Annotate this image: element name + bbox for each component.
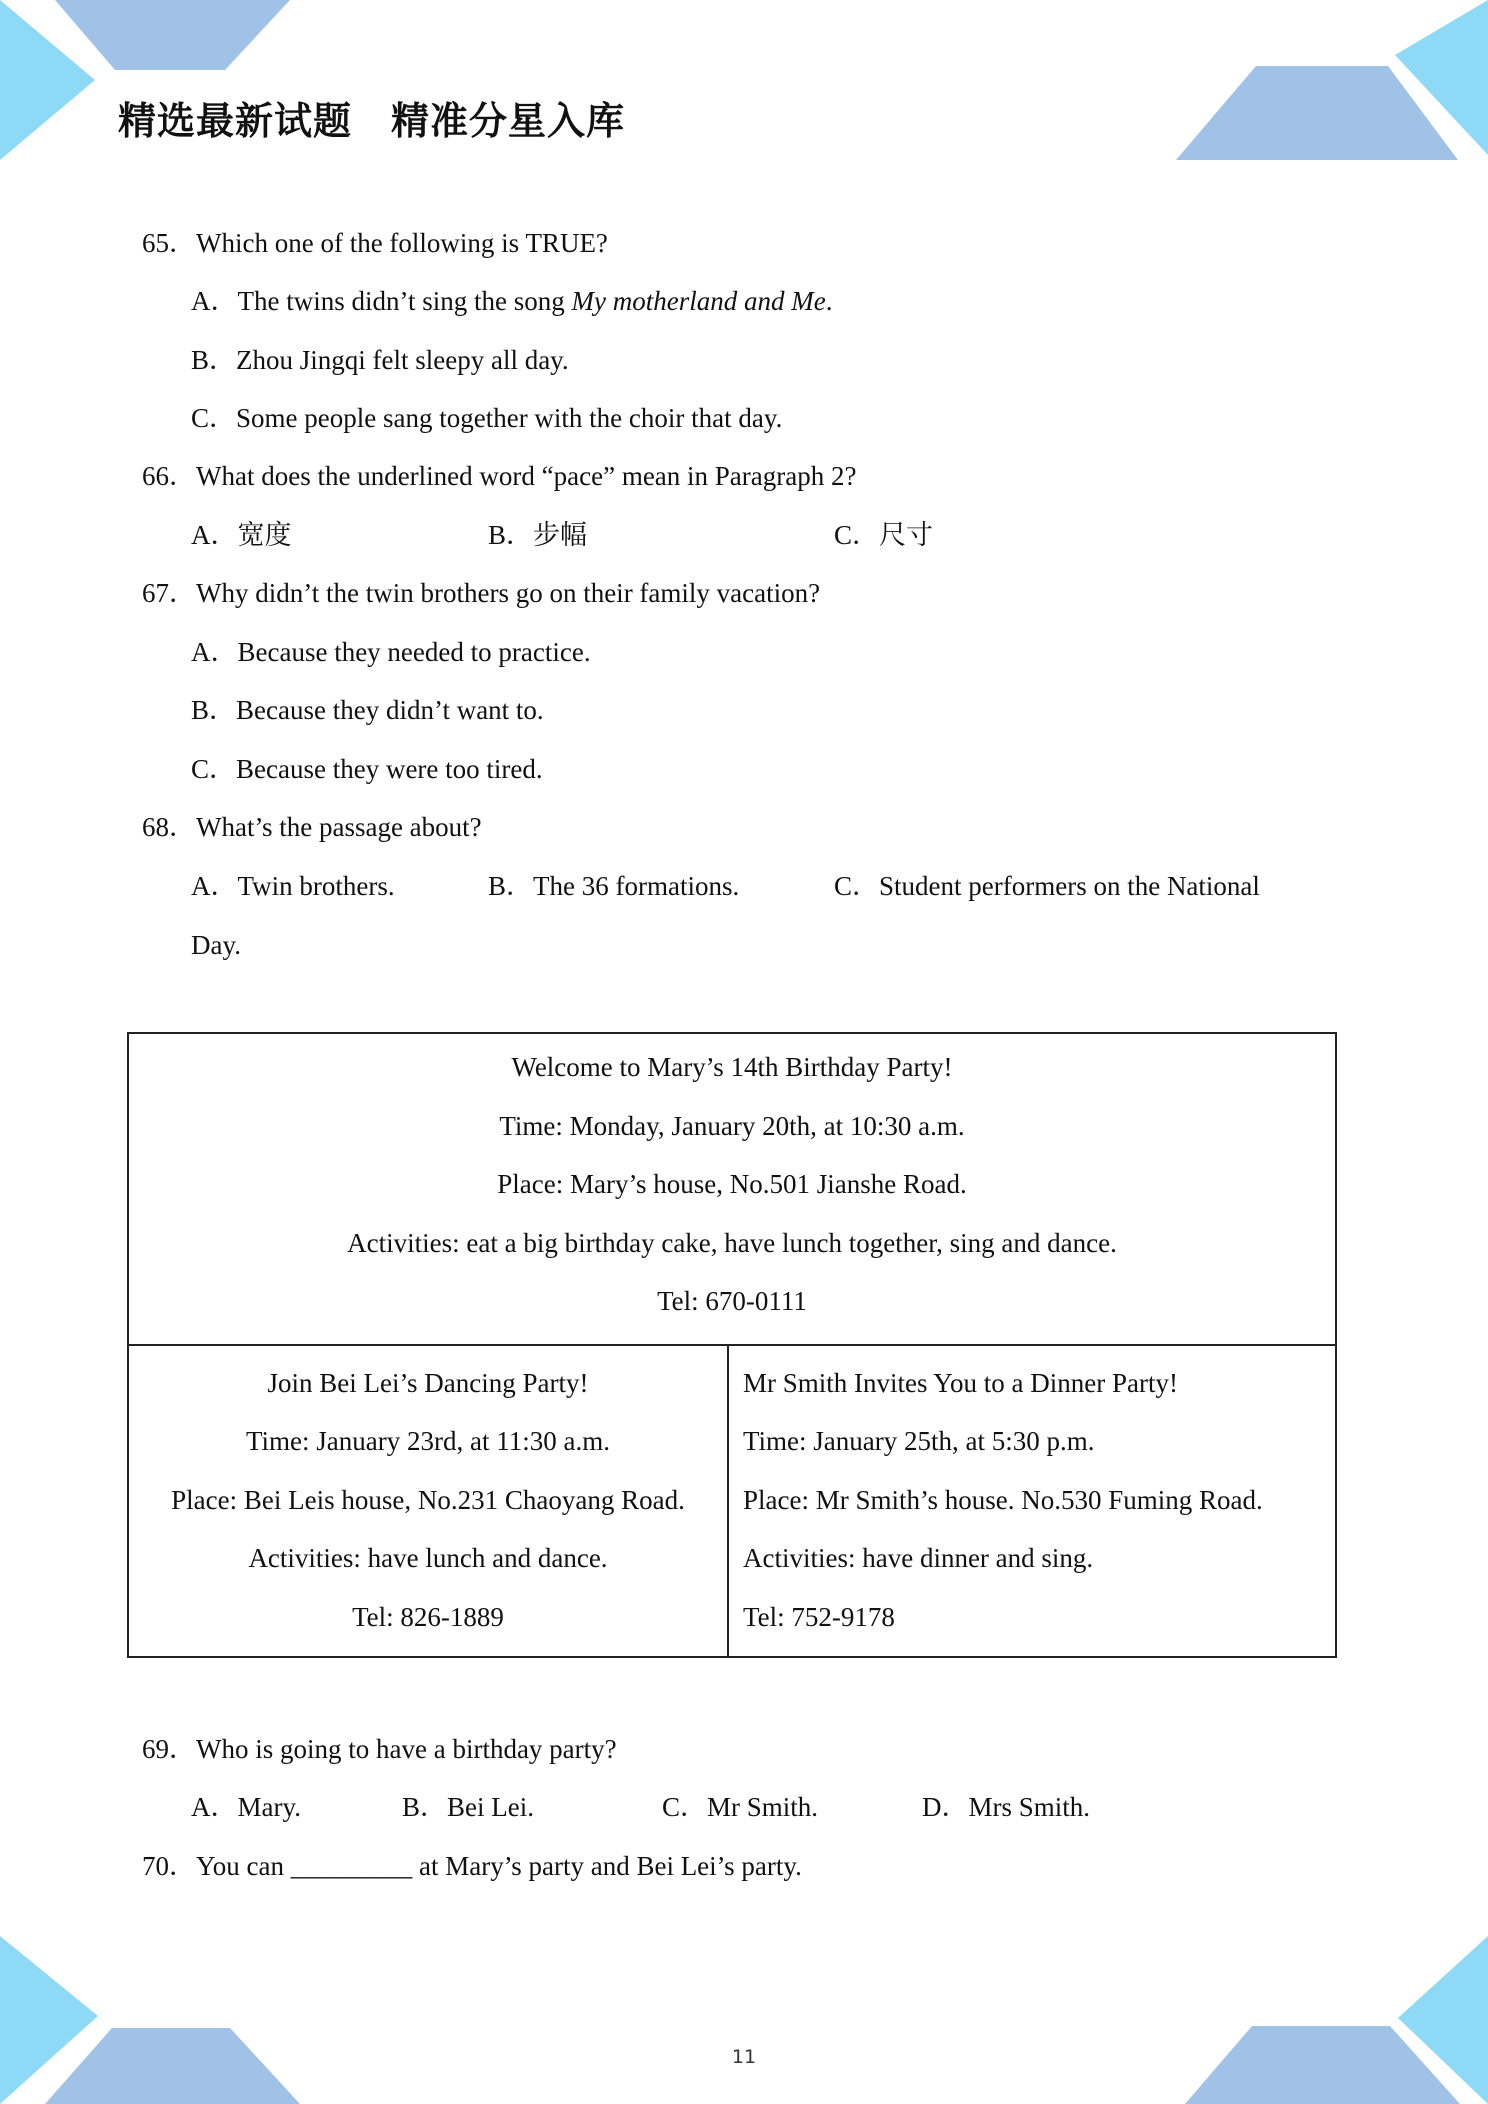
dinner-party-place: Place: Mr Smith’s house. No.530 Fuming Road. xyxy=(743,1485,1263,1515)
dinner-party-time: Time: January 25th, at 5:30 p.m. xyxy=(743,1426,1095,1456)
top-right-trapezoid xyxy=(1176,66,1458,160)
dancing-party-place: Place: Bei Leis house, No.231 Chaoyang Road. xyxy=(171,1485,685,1515)
question-69-option-c: C．Mr Smith. xyxy=(662,1792,819,1822)
question-66-option-b: B．步幅 xyxy=(488,520,588,550)
question-66-stem: 66．What does the underlined word “pace” mean in Paragraph 2? xyxy=(142,461,857,491)
question-70-stem: 70．You can _________ at Mary’s party and Bei Lei’s party. xyxy=(142,1851,802,1881)
dinner-party-activities: Activities: have dinner and sing. xyxy=(743,1543,1094,1573)
option-a-suffix: . xyxy=(825,286,833,316)
birthday-party-time: Time: Monday, January 20th, at 10:30 a.m. xyxy=(499,1111,965,1141)
birthday-party-tel: Tel: 670-0111 xyxy=(657,1286,807,1316)
question-68-option-c-wrap: Day. xyxy=(191,930,241,960)
dancing-party-title: Join Bei Lei’s Dancing Party! xyxy=(267,1368,589,1398)
question-67-stem: 67．Why didn’t the twin brothers go on their family vacation? xyxy=(142,578,821,608)
question-65-option-a xyxy=(191,284,832,318)
option-a-prefix: A．The twins didn’t sing the song xyxy=(191,286,572,316)
question-66-option-c: C．尺寸 xyxy=(834,520,934,550)
question-67-option-b: B．Because they didn’t want to. xyxy=(191,695,544,725)
dancing-party-activities: Activities: have lunch and dance. xyxy=(248,1543,608,1573)
dinner-party-cell xyxy=(729,1346,1335,1656)
question-67-option-c: C．Because they were too tired. xyxy=(191,754,543,784)
question-65-option-c: C．Some people sang together with the choir that day. xyxy=(191,403,783,433)
question-69-option-a: A．Mary. xyxy=(191,1792,301,1822)
song-title: My motherland and Me xyxy=(571,286,826,316)
top-right-decoration xyxy=(1176,0,1488,160)
bottom-left-decoration xyxy=(0,1936,300,2104)
bottom-right-decoration xyxy=(1185,1936,1488,2104)
question-65-stem: 65．Which one of the following is TRUE? xyxy=(142,228,608,258)
question-68-option-a: A．Twin brothers. xyxy=(191,871,395,901)
birthday-party-cell xyxy=(129,1034,1335,1346)
question-69-stem: 69．Who is going to have a birthday party? xyxy=(142,1734,617,1764)
question-69-option-b: B．Bei Lei. xyxy=(402,1792,534,1822)
header-title: 精选最新试题 精准分星入库 xyxy=(118,99,626,143)
page-number: 11 xyxy=(731,2046,757,2068)
birthday-party-place: Place: Mary’s house, No.501 Jianshe Road. xyxy=(497,1169,967,1199)
top-left-trapezoid xyxy=(55,0,290,70)
dinner-party-title: Mr Smith Invites You to a Dinner Party! xyxy=(743,1368,1178,1398)
question-68-stem: 68．What’s the passage about? xyxy=(142,812,482,842)
birthday-party-activities: Activities: eat a big birthday cake, have lunch together, sing and dance. xyxy=(347,1228,1117,1258)
question-66-option-a: A．宽度 xyxy=(191,520,292,550)
question-65-option-b: B．Zhou Jingqi felt sleepy all day. xyxy=(191,345,569,375)
party-notices-table xyxy=(127,1032,1337,1658)
question-67-option-a: A．Because they needed to practice. xyxy=(191,637,591,667)
question-68-option-b: B．The 36 formations. xyxy=(488,871,740,901)
question-69-option-d: D．Mrs Smith. xyxy=(922,1792,1091,1822)
dancing-party-cell xyxy=(129,1346,729,1656)
dancing-party-time: Time: January 23rd, at 11:30 a.m. xyxy=(246,1426,610,1456)
dinner-party-tel: Tel: 752-9178 xyxy=(743,1602,895,1632)
dancing-party-tel: Tel: 826-1889 xyxy=(352,1602,504,1632)
question-68-option-c: C．Student performers on the National xyxy=(834,871,1260,901)
birthday-party-title: Welcome to Mary’s 14th Birthday Party! xyxy=(511,1052,953,1082)
